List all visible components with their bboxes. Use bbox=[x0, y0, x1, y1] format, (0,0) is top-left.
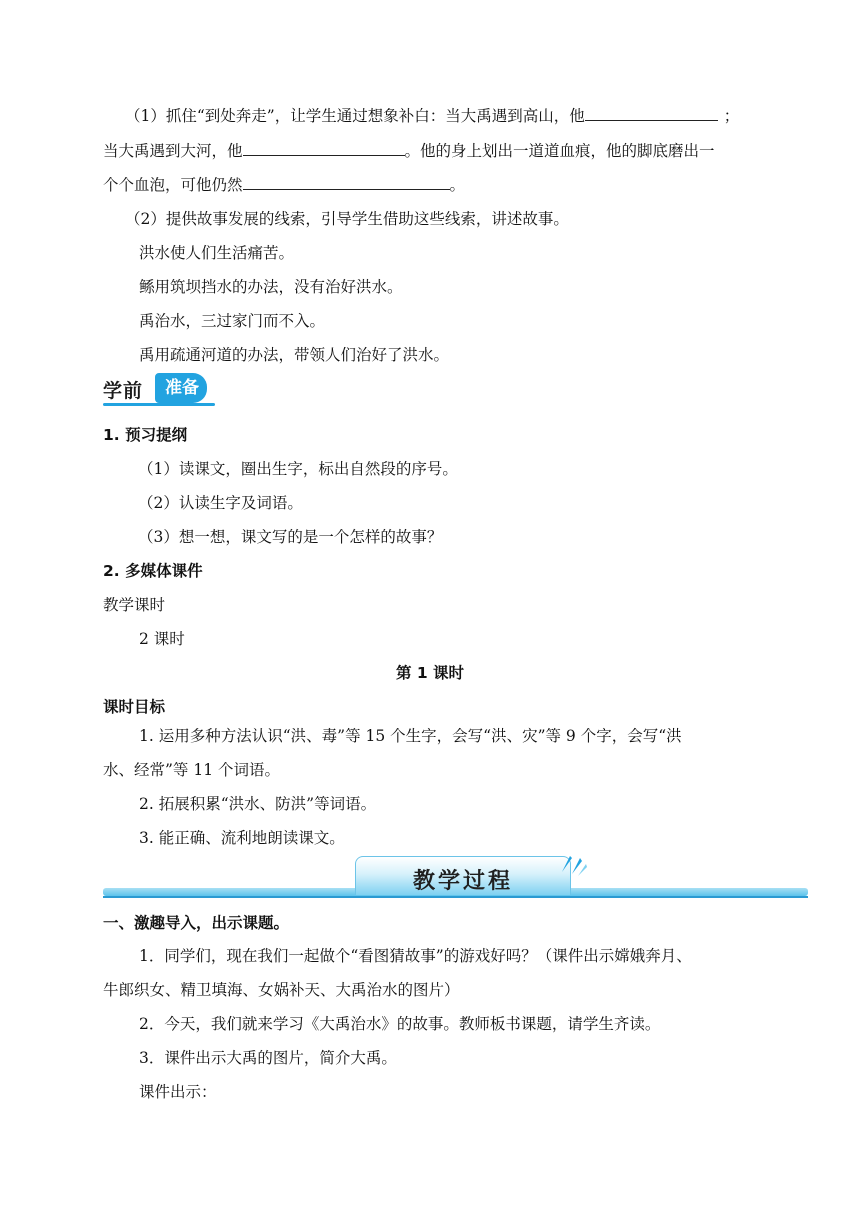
goal-3: 3. 能正确、流利地朗读课文。 bbox=[139, 829, 345, 847]
banner-baseline bbox=[103, 896, 808, 898]
clue-4: 禹用疏通河道的办法，带领人们治好了洪水。 bbox=[139, 346, 450, 364]
process-section-1-heading: 一、激趣导入，出示课题。 bbox=[103, 914, 290, 932]
clue-1: 洪水使人们生活痛苦。 bbox=[139, 244, 295, 262]
banner-tab bbox=[355, 856, 571, 895]
fill-blank-2 bbox=[243, 141, 405, 156]
teaching-period-value: 2 课时 bbox=[139, 630, 185, 648]
process-item-1-line-a: 1．同学们，现在我们一起做个“看图猜故事”的游戏好吗？（课件出示嫦娥奔月、 bbox=[139, 947, 692, 965]
sparkle-icon bbox=[558, 852, 588, 882]
teaching-period-label: 教学课时 bbox=[103, 596, 166, 614]
process-banner bbox=[103, 852, 808, 900]
prep-heading-1: 1. 预习提纲 bbox=[103, 426, 188, 444]
lesson-title: 第 1 课时 bbox=[395, 664, 465, 682]
retell-line-3 bbox=[103, 175, 465, 195]
goal-2: 2. 拓展积累“洪水、防洪”等词语。 bbox=[139, 795, 377, 813]
prep-badge-right: 准备 bbox=[155, 373, 207, 403]
fill-blank-1 bbox=[585, 106, 718, 121]
retell-text-a: （1）抓住“到处奔走”，让学生通过想象补白：当大禹遇到高山，他 bbox=[125, 107, 585, 125]
process-item-3: 3．课件出示大禹的图片，简介大禹。 bbox=[139, 1049, 397, 1067]
process-item-1-line-b: 牛郎织女、精卫填海、女娲补天、大禹治水的图片） bbox=[103, 981, 460, 999]
prep-item-2: （2）认读生字及词语。 bbox=[138, 494, 303, 512]
clue-3: 禹治水，三过家门而不入。 bbox=[139, 312, 326, 330]
prep-item-3: （3）想一想，课文写的是一个怎样的故事？ bbox=[138, 528, 443, 546]
process-item-2: 2．今天，我们就来学习《大禹治水》的故事。教师板书课题，请学生齐读。 bbox=[139, 1015, 661, 1033]
banner-title: 教学过程 bbox=[412, 869, 513, 894]
retell-instruction-2: （2）提供故事发展的线索，引导学生借助这些线索，讲述故事。 bbox=[125, 210, 569, 228]
retell-text-e: 。 bbox=[449, 176, 466, 194]
goal-1-line-b: 水、经常”等 11 个词语。 bbox=[103, 761, 281, 779]
prep-section-badge bbox=[103, 372, 233, 406]
retell-line-2 bbox=[103, 141, 715, 161]
goal-heading: 课时目标 bbox=[103, 698, 166, 716]
prep-badge-underline bbox=[103, 403, 215, 406]
retell-text-d: 个个血泡，可他仍然 bbox=[103, 176, 243, 194]
retell-semicolon: ； bbox=[723, 107, 740, 125]
fill-blank-3 bbox=[243, 175, 450, 190]
clue-2: 鲧用筑坝挡水的办法，没有治好洪水。 bbox=[139, 278, 403, 296]
goal-1-line-a: 1. 运用多种方法认识“洪、毒”等 15 个生字，会写“洪、灾”等 9 个字，会写“洪 bbox=[139, 727, 682, 745]
retell-text-b: 当大禹遇到大河，他 bbox=[103, 142, 243, 160]
prep-heading-2: 2. 多媒体课件 bbox=[103, 562, 203, 580]
prep-badge-left: 学前 bbox=[103, 380, 144, 402]
retell-text-c: 。他的身上划出一道道血痕，他的脚底磨出一 bbox=[404, 142, 715, 160]
prep-item-1: （1）读课文，圈出生字，标出自然段的序号。 bbox=[138, 460, 458, 478]
process-item-4: 课件出示： bbox=[139, 1083, 217, 1101]
retell-line-1 bbox=[125, 106, 739, 126]
